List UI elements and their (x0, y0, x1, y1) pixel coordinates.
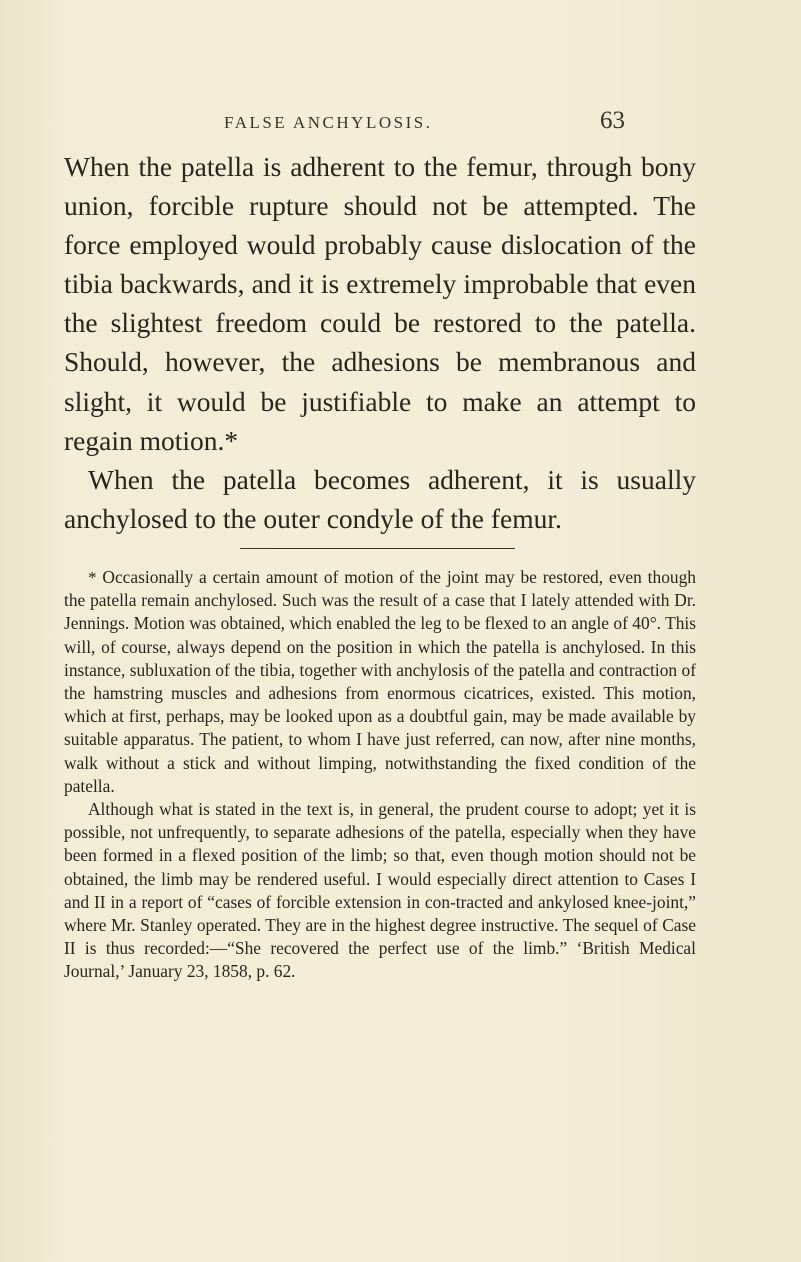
body-paragraph-2: When the patella becomes adherent, it is usually anchylosed to the outer condyle of the femur. (64, 463, 696, 534)
footnote-mark: * (88, 568, 97, 587)
footnote-paragraph-1 (64, 566, 696, 798)
running-title: FALSE ANCHYLOSIS. (224, 113, 433, 132)
footnote-separator-rule (240, 548, 515, 549)
footnote-paragraph-1-text: Occasionally a certain amount of motion of the joint may be restored, even though the patella remain anchylosed. Such was the result of a case that I lately attended with Dr. Jennings. Motion was obtained, which enabled the leg to be flexed to an angle of 40°. This will, of course, always depend on the position in which the patella is anchylosed. In this instance, subluxation of the tibia, together with anchylosis of the patella and contraction of the hamstring muscles and adhesions from enormous cicatrices, existed. This motion, which at first, perhaps, may be looked upon as a doubtful gain, may be made available by suitable apparatus. The patient, to whom I have just referred, can now, after nine months, walk without a stick and without limping, notwithstanding the fixed condition of the patella. (64, 567, 696, 796)
body-paragraph-1: When the patella is adherent to the femur, through bony union, forcible rupture should not be attempted. The force employed would probably cause dislocation of the tibia backwards, and it is extremely improbable that even the slightest freedom could be restored to the patella. Should, however, the adhesions be membranous and slight, it would be justifiable to make an attempt to regain motion.* (64, 151, 696, 456)
running-head (0, 108, 801, 138)
footnote-paragraph-2: Although what is stated in the text is, in general, the prudent course to adopt; yet it is possible, not unfrequently, to separate adhesions of the patella, especially when they have been formed in a flexed position of the limb; so that, even though motion should not be obtained, the limb may be rendered useful. I would especially direct attention to Cases I and II in a report of “cases of forcible extension in con-tracted and ankylosed knee-joint,” where Mr. Stanley operated. They are in the highest degree instructive. The sequel of Case II is thus recorded:—“She recovered the perfect use of the limb.” ‘British Medical Journal,’ January 23, 1858, p. 62. (64, 799, 696, 982)
page-number: 63 (600, 107, 625, 134)
main-text (64, 147, 696, 538)
footnote (64, 566, 696, 984)
